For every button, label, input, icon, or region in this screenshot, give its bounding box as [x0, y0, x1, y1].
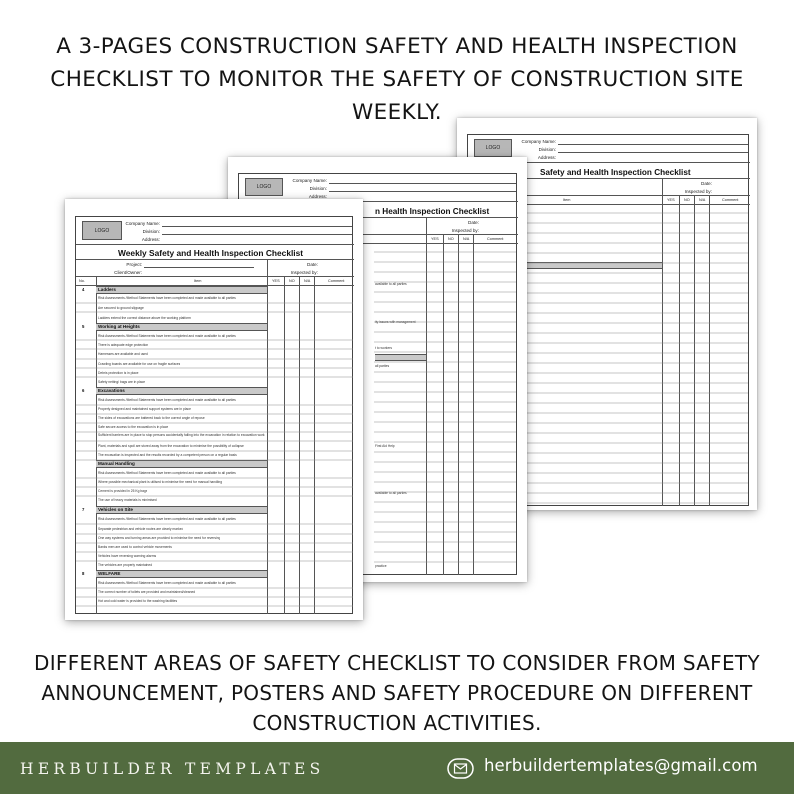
inspected-by-label: Inspected by:	[684, 189, 712, 194]
list-item: all parties	[375, 364, 390, 368]
logo-placeholder: LOGO	[474, 139, 512, 157]
table-row: Where possible mechanical plant is utilised to minimise the need for manual handling	[98, 480, 223, 484]
company-name-label: Company Name:	[521, 139, 556, 144]
headline-line-2: CHECKLIST TO MONITOR THE SAFETY OF CONSTRUCTION SITE	[50, 67, 744, 92]
table-row: Crawling boards are available for use on fragile surfaces	[98, 362, 181, 366]
table-row: The correct number of toilets are provided and maintained/cleaned	[98, 590, 196, 594]
division-label: Division:	[142, 229, 160, 234]
table-row: Risk Assessments /Method Statements have been completed and made available to all parties	[98, 581, 236, 585]
table-row: Risk Assessments /Method Statements have been completed and made available to all parties	[98, 296, 236, 300]
address-label: Address:	[141, 237, 160, 242]
headline	[20, 30, 774, 129]
address-label: Address:	[537, 155, 556, 160]
contact-email[interactable]: herbuildertemplates@gmail.com	[484, 756, 758, 775]
table-row: Debris protection is in place	[98, 371, 139, 375]
form-title: n Health Inspection Checklist	[375, 207, 490, 216]
col-no-header: NO	[289, 279, 295, 283]
description-line-3: CONSTRUCTION ACTIVITIES.	[252, 711, 542, 735]
headline-line-1: A 3-PAGES CONSTRUCTION SAFETY AND HEALTH INSPECTION	[56, 34, 738, 59]
date-label: Date:	[701, 181, 712, 186]
col-na-header: N/A	[699, 198, 706, 202]
col-yes-header: YES	[431, 237, 439, 241]
section-number: 8	[82, 571, 85, 576]
description-line-2: ANNOUNCEMENT, POSTERS AND SAFETY PROCEDURE ON DIFFERENT	[41, 681, 753, 705]
section-heading: WELFARE	[98, 571, 121, 576]
table-row: Sufficient barriers are in place to stop persons accidentally falling into the excavation in relation to excavation work	[98, 433, 265, 437]
list-item: practice	[375, 564, 387, 568]
table-row: Separate pedestrian and vehicle routes are clearly marked	[98, 527, 184, 531]
section-number: 7	[82, 507, 85, 512]
table-row: The excavation is inspected and the results recorded by a competent person on a regular basis	[98, 453, 237, 457]
table-row: Vehicles have reversing warning alarms	[98, 554, 157, 558]
table-row: Banks men are used to control vehicle movements	[98, 545, 172, 549]
section-heading: Ladders	[98, 287, 116, 292]
table-row: There is adequate edge protection	[98, 343, 149, 347]
table-row: Properly designed and maintained support systems are in place	[98, 407, 191, 411]
table-row: One way systems and turning areas are provided to minimise the need for reversing	[98, 536, 221, 540]
headline-line-3: WEEKLY.	[351, 100, 443, 125]
logo-placeholder: LOGO	[245, 178, 283, 196]
inspected-by-label: Inspected by:	[290, 270, 318, 275]
col-no-header: NO	[684, 198, 690, 202]
address-label: Address:	[308, 194, 327, 199]
section-number: 6	[82, 388, 85, 393]
footer-bar	[0, 742, 794, 794]
inspected-by-label: Inspected by:	[451, 228, 479, 233]
logo-placeholder: LOGO	[82, 221, 122, 240]
table-row: The use of heavy materials is minimised	[98, 498, 157, 502]
list-item: ity issues with management	[375, 320, 416, 324]
description-line-1: DIFFERENT AREAS OF SAFETY CHECKLIST TO CONSIDER FROM SAFETY	[34, 651, 760, 675]
table-row: The sides of excavations are battered back to the correct angle of repose	[98, 416, 205, 420]
col-comment-header: Comment	[487, 237, 504, 241]
list-item: available to all parties	[375, 491, 407, 495]
col-na-header: N/A	[304, 279, 311, 283]
table-row: Are secured to ground slippage	[98, 306, 144, 310]
client-owner-label: Client/Owner:	[114, 270, 142, 275]
table-row: Harnesses are available and used	[98, 352, 148, 356]
table-row: Risk Assessments /Method Statements have been completed and made available to all parties	[98, 517, 236, 521]
table-row: Risk Assessments /Method Statements have been completed and made available to all parties	[98, 398, 236, 402]
table-row: Ladders extend the correct distance above the working platform	[98, 316, 191, 320]
page-1-row-lines	[65, 199, 363, 620]
form-title: Weekly Safety and Health Inspection Checklist	[118, 248, 304, 258]
table-row: Cement is provided in 25 Kg bags	[98, 489, 148, 493]
table-row: Plant, materials and spoil are stored away from the excavation to minimise the possibility of collapse	[98, 444, 244, 448]
table-row: Hot and cold water is provided to the washing facilities	[98, 599, 178, 603]
table-row: Risk Assessments /Method Statements have been completed and made available to all parties	[98, 471, 236, 475]
col-na-header: N/A	[463, 237, 470, 241]
section-heading: Vehicles on Site	[98, 507, 133, 512]
col-comment-header: Comment	[722, 198, 739, 202]
company-name-label: Company Name:	[292, 178, 327, 183]
section-heading: Working at Heights	[98, 324, 140, 329]
project-label: Project:	[126, 262, 142, 267]
section-number: 4	[82, 287, 85, 292]
company-name-label: Company Name:	[125, 221, 160, 226]
description-text	[14, 648, 780, 738]
date-label: Date:	[468, 220, 479, 225]
section-heading: Manual Handling	[98, 461, 135, 466]
col-yes-header: YES	[667, 198, 675, 202]
col-item-header: Item	[194, 279, 202, 283]
col-no-header: NO	[448, 237, 454, 241]
form-title: Safety and Health Inspection Checklist	[540, 168, 691, 177]
list-item: available to all parties	[375, 282, 407, 286]
col-no-number-header: No.	[79, 279, 85, 283]
col-item-header: Item	[563, 198, 571, 202]
brand-name: HERBUILDER TEMPLATES	[20, 760, 325, 778]
section-number: 5	[82, 324, 85, 329]
division-label: Division:	[309, 186, 327, 191]
table-row: The vehicles are properly maintained	[98, 563, 153, 567]
section-heading: Excavations	[98, 388, 125, 393]
checklist-page-1	[65, 199, 363, 620]
list-item: First Aid Help	[375, 444, 395, 448]
table-row: Safety netting/ bags are in place	[98, 380, 146, 384]
list-item: t to workers	[375, 346, 393, 350]
col-comment-header: Comment	[328, 279, 345, 283]
col-yes-header: YES	[272, 279, 280, 283]
division-label: Division:	[538, 147, 556, 152]
table-row: Risk Assessments /Method Statements have been completed and made available to all parties	[98, 334, 236, 338]
table-row: Safe secure access to the excavation is in place	[98, 425, 169, 429]
mail-icon	[447, 758, 474, 779]
date-label: Date:	[307, 262, 318, 267]
